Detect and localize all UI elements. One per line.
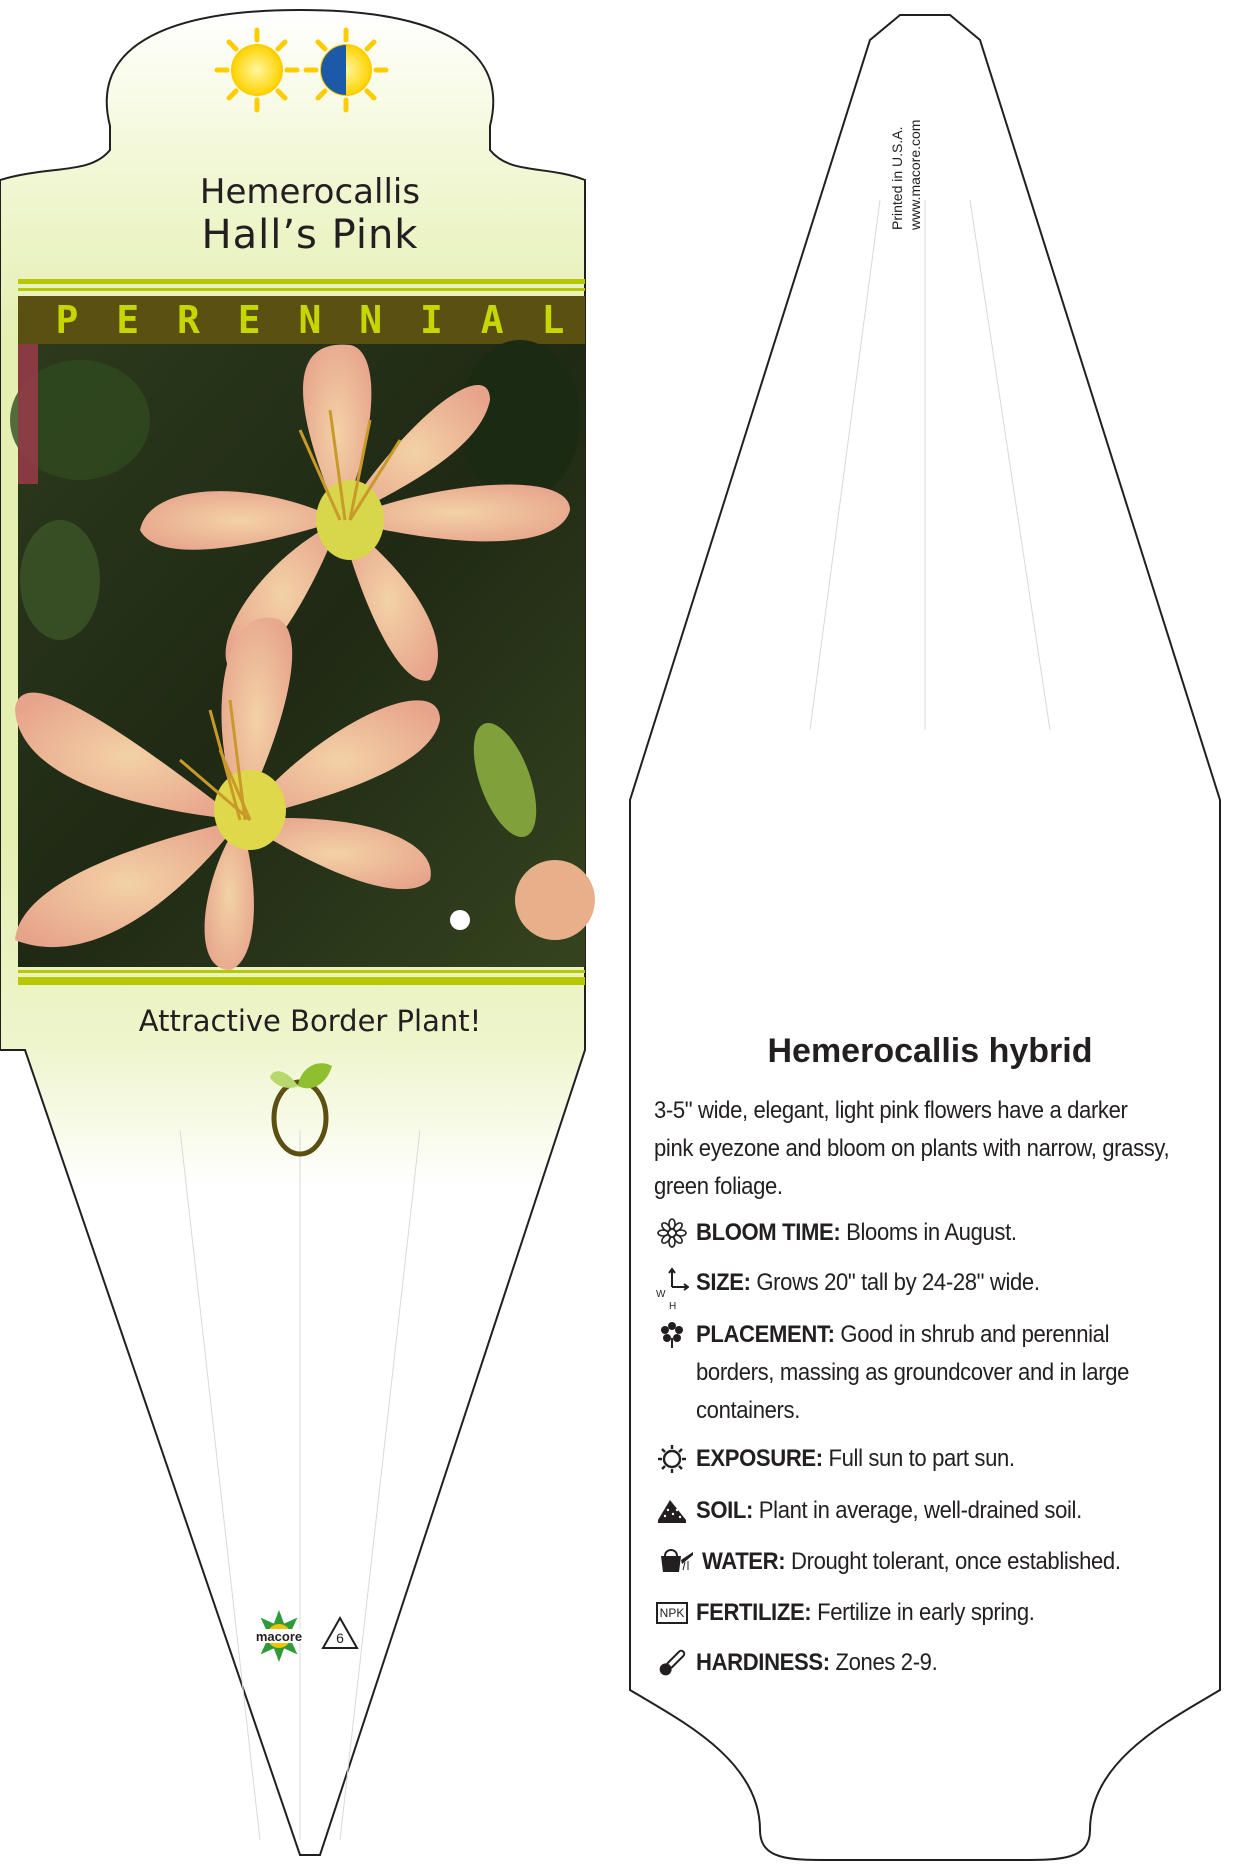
attr-value: Good in shrub and perennial borders, massing as groundcover and in large containers. xyxy=(696,1321,1130,1424)
size-icon xyxy=(654,1266,690,1312)
top-band-thin xyxy=(18,279,585,284)
fertilize-row xyxy=(654,1594,1214,1632)
printed-in-usa xyxy=(888,120,924,230)
plant-cultivar-name: Hall’s Pink xyxy=(201,212,419,258)
watering-can-icon xyxy=(654,1545,696,1579)
npk-icon xyxy=(654,1596,690,1630)
part-sun-icon xyxy=(306,30,386,110)
attr-value: Blooms in August. xyxy=(840,1219,1017,1246)
attr-value: Plant in average, well-drained soil. xyxy=(753,1497,1082,1524)
water-row xyxy=(654,1543,1214,1581)
soil-icon xyxy=(654,1494,690,1528)
plant-description: 3-5" wide, elegant, light pink flowers have a darker pink eyezone and bloom on plants with narrow, grassy, green foliage. xyxy=(654,1097,1170,1200)
bottom-band-thin xyxy=(18,970,585,973)
sun-icon xyxy=(654,1442,690,1476)
attr-label: FERTILIZE: xyxy=(696,1599,812,1626)
hardiness-row xyxy=(654,1644,1214,1682)
attr-value: Grows 20" tall by 24-28" wide. xyxy=(750,1269,1040,1296)
attr-label: EXPOSURE: xyxy=(696,1445,823,1472)
size-w-letter: W xyxy=(656,1289,666,1300)
printed-line-2: www.macore.com xyxy=(907,119,923,230)
placement-row xyxy=(654,1316,1214,1430)
flower-icon xyxy=(654,1216,690,1250)
tagline: Attractive Border Plant! xyxy=(138,1004,482,1038)
attr-label: BLOOM TIME: xyxy=(696,1219,841,1246)
printed-line-1: Printed in U.S.A. xyxy=(889,126,905,230)
perennial-letter: L xyxy=(541,298,565,342)
thermometer-icon xyxy=(654,1646,690,1680)
plant-genus: Hemerocallis xyxy=(199,172,421,212)
soil-row xyxy=(654,1492,1214,1530)
perennial-letter: E xyxy=(237,298,261,342)
attr-label: HARDINESS: xyxy=(696,1649,830,1676)
botanical-name: Hemerocallis hybrid xyxy=(767,1032,1093,1070)
attr-value: Fertilize in early spring. xyxy=(811,1599,1035,1626)
attr-label: SOIL: xyxy=(696,1497,754,1524)
size-h-letter: H xyxy=(669,1301,677,1312)
perennial-letter: P xyxy=(55,298,79,342)
bottom-band-thin-2 xyxy=(18,977,585,985)
perennial-letter: I xyxy=(420,298,443,342)
perennial-label xyxy=(40,300,580,340)
perennial-letter: A xyxy=(480,298,504,342)
attr-label: WATER: xyxy=(702,1548,786,1575)
full-sun-icon xyxy=(217,30,297,110)
attr-value: Drought tolerant, once established. xyxy=(785,1548,1121,1575)
bloom-time-row xyxy=(654,1214,1214,1252)
attr-value: Zones 2-9. xyxy=(829,1649,938,1676)
top-band-thin-2 xyxy=(18,288,585,291)
macore-logo-text: macore xyxy=(255,1629,303,1644)
plant-photo xyxy=(10,340,595,970)
perennial-letter: N xyxy=(359,298,383,342)
perennial-letter: E xyxy=(116,298,140,342)
exposure-row xyxy=(654,1440,1214,1478)
npk-label: NPK xyxy=(656,1602,689,1624)
size-row xyxy=(654,1264,1214,1312)
attr-value: Full sun to part sun. xyxy=(822,1445,1015,1472)
attr-label: PLACEMENT: xyxy=(696,1321,835,1348)
perennial-letter: N xyxy=(298,298,322,342)
perennial-letter: R xyxy=(177,298,200,342)
recycle-number: 6 xyxy=(336,1630,344,1646)
attr-label: SIZE: xyxy=(696,1269,751,1296)
placement-icon xyxy=(654,1318,690,1352)
